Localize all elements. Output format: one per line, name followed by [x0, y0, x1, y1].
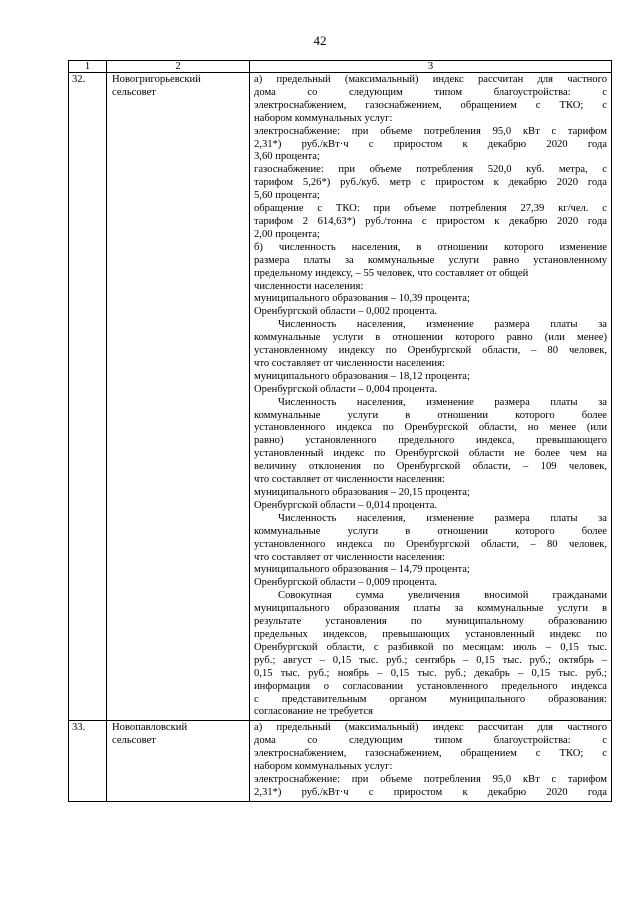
description-line: б) численность населения, в отношении которого изменение [254, 241, 607, 253]
description-line: установленного индекса по Оренбургской области, но менее (или [254, 422, 607, 434]
description-line: Оренбургской области – 0,014 процента. [254, 499, 438, 511]
description-line: коммунальные услуги в отношении которого более [254, 409, 607, 421]
municipality-name [107, 73, 250, 721]
page-number: 42 [313, 33, 327, 48]
description-line: тарифом 5,26*) руб./куб. метр с приростом к декабрю 2020 года [254, 177, 607, 189]
description-line: что составляет от численности населения: [254, 551, 445, 563]
description-line: размера платы за коммунальные услуги равно установленному [254, 254, 607, 266]
description-line: коммунальные услуги в отношении которого более [254, 525, 607, 537]
description-line: Численность населения, изменение размера платы за [278, 396, 607, 408]
description-line: установленному индексу по Оренбургской области, – 80 человек, [254, 345, 607, 357]
description-line: муниципального образования – 20,15 процента; [254, 487, 470, 498]
municipality-name [107, 721, 250, 801]
municipality-name-line: Новогригорьевский [112, 74, 201, 85]
description-line: информация о согласовании установленного предельного индекса [254, 680, 607, 692]
description-line: согласование не требуется [254, 706, 374, 718]
indices-table [68, 60, 612, 802]
description-line: электроснабжением, газоснабжением, обращением с ТКО; с [254, 748, 607, 760]
description-line: муниципального образования – 18,12 процента; [254, 370, 470, 382]
description-line: коммунальные услуги в отношении которого равно (или менее) [254, 332, 607, 344]
description-line: набором коммунальных услуг: [254, 761, 393, 773]
description-line: Оренбургской области, с разбивкой по месяцам: июль – 0,15 тыс. [254, 641, 607, 653]
description-line: 2,31*) руб./кВт·ч с приростом к декабрю 2020 года [254, 786, 607, 798]
description-line: предельных индексов, превышающих установленный индекс по [254, 628, 607, 640]
description-line: численности населения: [254, 280, 364, 292]
description-line: установленный индекс по Оренбургской области не более чем на [254, 448, 607, 460]
description-line: установленного индекса по Оренбургской области, – 80 человек, [254, 538, 607, 550]
description-line: а) предельный (максимальный) индекс рассчитан для частного [254, 722, 607, 734]
description-line: 2,31*) руб./кВт·ч с приростом к декабрю 2020 года [254, 138, 607, 150]
municipality-name-line: Новопавловский [112, 722, 188, 734]
description-line: что составляет от численности населения: [254, 357, 445, 369]
index-description [250, 73, 612, 721]
description-line: результате установления по муниципальному образованию [254, 616, 607, 628]
description-line: руб.; август – 0,15 тыс. руб.; сентябрь – 0,15 тыс. руб.; октябрь – [254, 654, 607, 666]
description-line: Численность населения, изменение размера платы за [278, 512, 607, 524]
description-line: газоснабжение: при объеме потребления 520,0 куб. метра, с [254, 164, 607, 176]
description-line: муниципального образования платы за коммунальные услуги в [254, 603, 607, 615]
header-col-2: 2 [107, 61, 250, 73]
description-line: дома со следующим типом благоустройства: с [254, 735, 607, 747]
table-row [69, 73, 612, 721]
description-line: Оренбургской области – 0,002 процента. [254, 306, 438, 318]
description-line: 2,00 процента; [254, 228, 320, 240]
description-line: Численность населения, изменение размера платы за [278, 319, 607, 331]
description-line: равно) установленного предельного индекса, превышающего [254, 435, 607, 447]
description-line: величину отклонения по Оренбургской области, – 109 человек, [254, 461, 607, 473]
row-number: 32. [69, 73, 107, 721]
row-number: 33. [69, 721, 107, 801]
description-line: предельному индексу, – 55 человек, что составляет от общей [254, 267, 529, 279]
description-line: электроснабжение: при объеме потребления 95,0 кВт с тарифом [254, 125, 607, 137]
table-row [69, 721, 612, 801]
municipality-name-line: сельсовет [112, 735, 156, 747]
description-line: электроснабжение: при объеме потребления 95,0 кВт с тарифом [254, 773, 607, 785]
municipality-name-line: сельсовет [112, 86, 156, 98]
description-line: 5,60 процента; [254, 190, 320, 202]
description-line: Оренбургской области – 0,004 процента. [254, 383, 438, 395]
description-line: с представительным органом муниципального образования: [254, 693, 607, 705]
description-line: набором коммунальных услуг: [254, 112, 393, 124]
description-line: тарифом 2 614,63*) руб./тонна с приростом к декабрю 2020 года [254, 215, 607, 227]
header-col-1: 1 [69, 61, 107, 73]
description-line: а) предельный (максимальный) индекс рассчитан для частного [254, 74, 607, 85]
description-line: 0,15 тыс. руб.; ноябрь – 0,15 тыс. руб.; декабрь – 0,15 тыс. руб.; [254, 667, 607, 679]
description-line: муниципального образования – 14,79 процента; [254, 564, 470, 576]
index-description [250, 721, 612, 801]
description-line: обращение с ТКО: при объеме потребления 27,39 кг/чел. с [254, 203, 607, 215]
description-line: электроснабжением, газоснабжением, обращением с ТКО; с [254, 99, 607, 111]
description-line: Совокупная сумма увеличения вносимой гражданами [278, 590, 607, 602]
description-line: Оренбургской области – 0,009 процента. [254, 577, 438, 589]
header-col-3: 3 [250, 61, 612, 73]
description-line: муниципального образования – 10,39 процента; [254, 293, 470, 305]
description-line: 3,60 процента; [254, 151, 320, 163]
description-line: что составляет от численности населения: [254, 474, 445, 486]
description-line: дома со следующим типом благоустройства: с [254, 86, 607, 98]
header-row [69, 61, 612, 73]
